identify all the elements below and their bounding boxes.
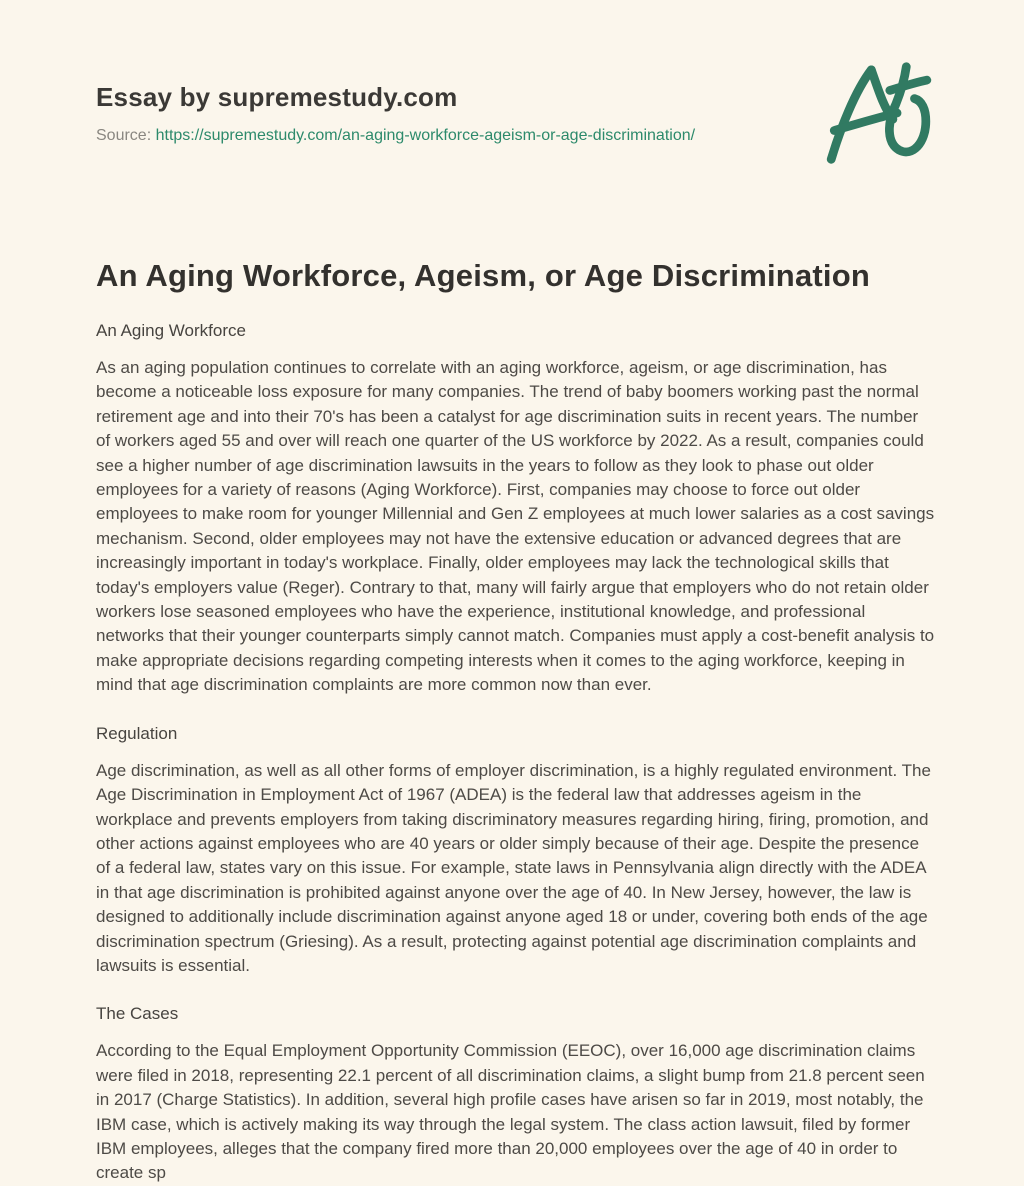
section-heading-an-aging-workforce: An Aging Workforce bbox=[96, 321, 246, 340]
source-link[interactable]: https://supremestudy.com/an-aging-workforce-ageism-or-age-discrimination/ bbox=[155, 127, 696, 144]
a-plus-logo-icon bbox=[824, 60, 932, 164]
source-line bbox=[96, 127, 936, 145]
section-body-regulation: Age discrimination, as well as all other forms of employer discrimination, is a highly regulated environment. The Age Discrimination in Employment Act of 1967 (ADEA) is the federal law that addresses ageism in the workplace and prevents employers from taking discriminatory measures regarding hiring, firing, promotion, and other actions against employees who are 40 years or older simply because of their age. Despite the presence of a federal law, states vary on this issue. For example, state laws in Pennsylvania align directly with the ADEA in that age discrimination is prohibited against anyone over the age of 40. In New Jersey, however, the law is designed to additionally include discrimination against anyone aged 18 or under, covering both ends of the age discrimination spectrum (Griesing). As a result, protecting against potential age discrimination complaints and lawsuits is essential. bbox=[96, 760, 931, 975]
source-label: Source: bbox=[96, 127, 152, 144]
essay-article bbox=[96, 257, 936, 1186]
article-title: An Aging Workforce, Ageism, or Age Discrimination bbox=[96, 258, 870, 293]
section-body-the-cases: According to the Equal Employment Opportunity Commission (EEOC), over 16,000 age discrimination claims were filed in 2018, representing 22.1 percent of all discrimination claims, a slight bump from 21.8 percent seen in 2017 (Charge Statistics). In addition, several high profile cases have arisen so far in 2019, most notably, the IBM case, which is actively making its way through the legal system. The class action lawsuit, filed by former IBM employees, alleges that the company fired more than 20,000 employees over the age of 40 in order to create sp bbox=[96, 1041, 925, 1183]
section-body-an-aging-workforce: As an aging population continues to correlate with an aging workforce, ageism, or age discrimination, has become a noticeable loss exposure for many companies. The trend of baby boomers working past the normal retirement age and into their 70's has been a catalyst for age discrimination suits in recent years. The number of workers aged 55 and over will reach one quarter of the US workforce by 2022. As a result, companies could see a higher number of age discrimination lawsuits in the years to follow as they look to phase out older employees for a variety of reasons (Aging Workforce). First, companies may choose to force out older employees to make room for younger Millennial and Gen Z employees at much lower salaries as a cost savings mechanism. Second, older employees may not have the extensive education or advanced degrees that are increasingly important in today's workplace. Finally, older employees may lack the technological skills that today's employers value (Reger). Contrary to that, many will fairly argue that employers who do not retain older workers lose seasoned employees who have the experience, institutional knowledge, and professional networks that their younger counterparts simply cannot match. Companies must apply a cost-benefit analysis to make appropriate decisions regarding competing interests when it comes to the aging workforce, keeping in mind that age discrimination complaints are more common now than ever. bbox=[96, 358, 935, 695]
site-title: Essay by supremestudy.com bbox=[96, 82, 458, 112]
section-heading-regulation: Regulation bbox=[96, 723, 178, 743]
section-heading-the-cases: The Cases bbox=[96, 1004, 179, 1024]
page-header bbox=[96, 82, 936, 145]
